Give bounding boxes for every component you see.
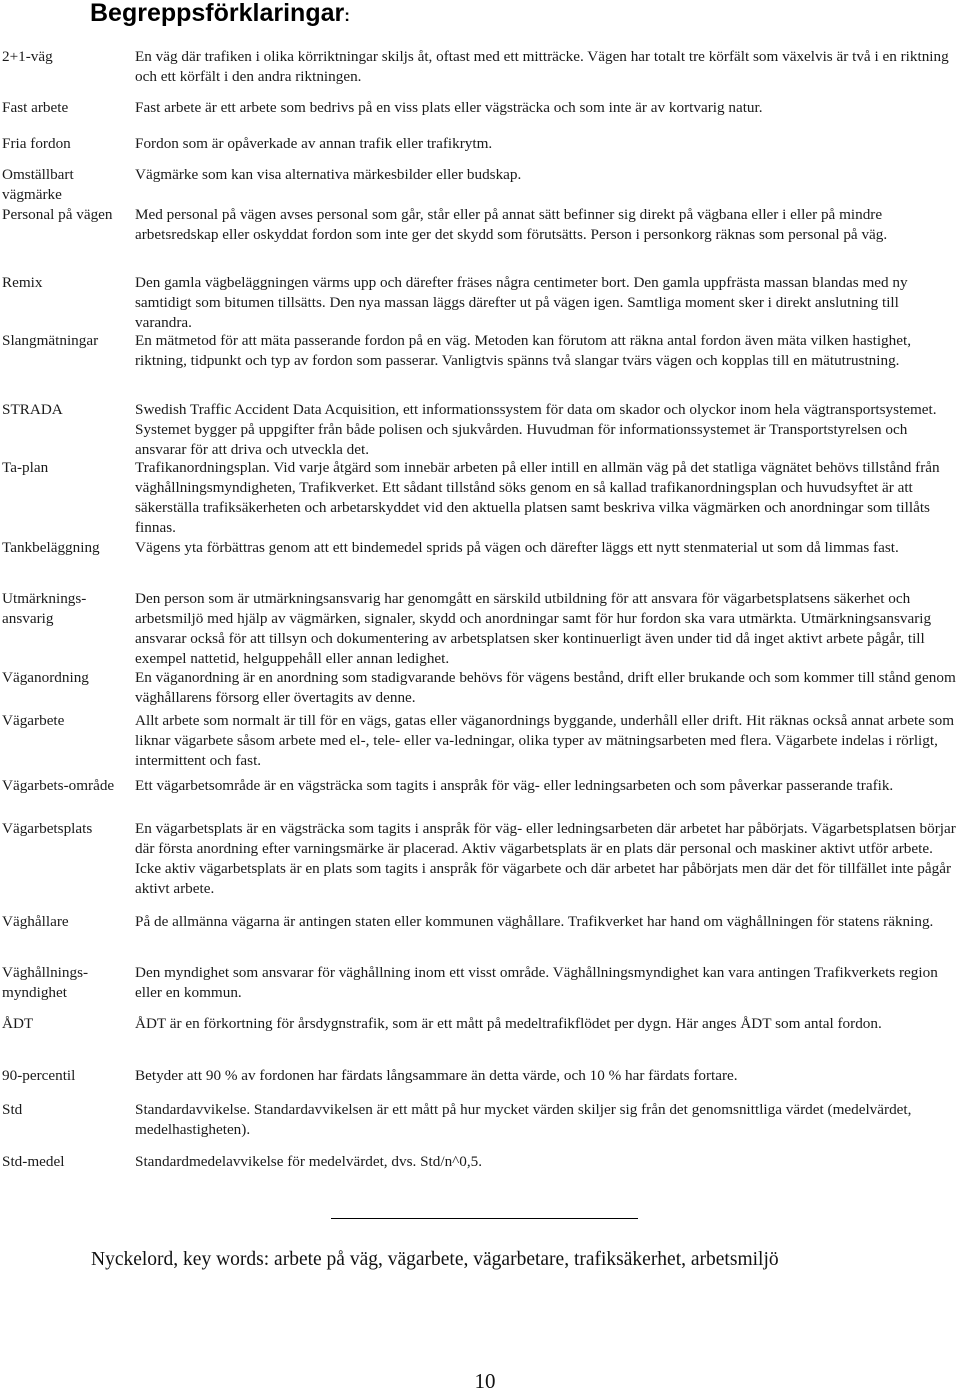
glossary-definition: Med personal på vägen avses personal som går, står eller på annat sätt befinner sig direkt på vägbana eller i eller på mindre arbetsredskap eller oskyddat fordon som inte ger det skydd som förutsätts. Person i personkorg räknas som personal på väg. bbox=[135, 206, 888, 243]
glossary-term: Personal på vägen bbox=[2, 206, 113, 223]
glossary-term: Vägarbets-område bbox=[2, 777, 115, 794]
glossary-term: Utmärknings-ansvarig bbox=[2, 590, 87, 627]
keywords-line: Nyckelord, key words: arbete på väg, vägarbete, vägarbetare, trafiksäkerhet, arbetsmiljö bbox=[91, 1249, 779, 1270]
glossary-term: Väganordning bbox=[2, 669, 89, 686]
glossary-definition: Swedish Traffic Accident Data Acquisition, ett informationssystem för data om skador och olyckor inom hela vägtransportsystemet. Systemet bygger på uppgifter från både polisen och sjukvården. Huvudman för informationssystemet är Transportstyrelsen och ansvarar för att driva och utveckla det. bbox=[135, 401, 937, 458]
glossary-term: 2+1-väg bbox=[2, 48, 53, 65]
glossary-definition: Ett vägarbetsområde är en vägsträcka som tagits i anspråk för väg- eller ledningsarbeten och som påverkar passerande trafik. bbox=[135, 777, 894, 794]
glossary-definition: ÅDT är en förkortning för årsdygnstrafik, som är ett mått på medeltrafikflödet per dygn. Här anges ÅDT som antal fordon. bbox=[135, 1015, 882, 1032]
glossary-term: Vägarbete bbox=[2, 712, 65, 729]
glossary-definition: En väganordning är en anordning som stadigvarande behövs för vägens bestånd, drift eller brukande och som kommer till stånd genom väghållarens försorg eller övertagits av denne. bbox=[135, 669, 956, 706]
glossary-definition: Standardavvikelse. Standardavvikelsen är ett mått på hur mycket värden skiljer sig från det genomsnittliga värdet (medelvärdet, medelhastigheten). bbox=[135, 1101, 912, 1138]
glossary-term: Ta-plan bbox=[2, 459, 49, 476]
glossary-definition: En väg där trafiken i olika körriktningar skiljs åt, oftast med ett mitträcke. Vägen har totalt tre körfält som växelvis är två i en riktning och ett körfält i den andra riktningen. bbox=[135, 48, 949, 85]
glossary-term: Std-medel bbox=[2, 1153, 65, 1170]
glossary-term: Fria fordon bbox=[2, 135, 71, 152]
glossary-term: Tankbeläggning bbox=[2, 539, 100, 556]
glossary-definition: Vägens yta förbättras genom att ett bindemedel sprids på vägen och därefter läggs ett nytt stenmaterial ut som då limmas fast. bbox=[135, 539, 899, 556]
glossary-term: Väghållare bbox=[2, 913, 69, 930]
glossary-term: Vägarbetsplats bbox=[2, 820, 93, 837]
glossary-term: Slangmätningar bbox=[2, 332, 99, 349]
page-title-colon: : bbox=[344, 6, 350, 25]
glossary-definition: Allt arbete som normalt är till för en vägs, gatas eller väganordnings byggande, underhåll eller drift. Hit räknas också annat arbete som liknar vägarbete såsom arbete med el-, tele- eller va-ledningar, olika typer av mätningsarbeten med flera. Vägarbete indelas i rörligt, intermittent och fast. bbox=[135, 712, 955, 769]
glossary-definition: Trafikanordningsplan. Vid varje åtgärd som innebär arbeten på eller intill en allmän väg på det statliga vägnätet behövs tillstånd från väghållningsmyndigheten, Trafikverket. Ett sådant tillstånd söks genom en så kallad trafikanordningsplan och huvudsyftet är att säkerställa trafiksäkerheten och arbetarskyddet vid den aktuella platsen samt beskriva vilka vägmärken och anordningar som tillåts finnas. bbox=[135, 459, 940, 536]
glossary-definition: På de allmänna vägarna är antingen staten eller kommunen väghållare. Trafikverket har hand om väghållningen för statens räkning. bbox=[135, 913, 934, 930]
glossary-definition: Den gamla vägbeläggningen värms upp och därefter fräses några centimeter bort. Den gamla uppfrästa massan blandas med ny samtidigt som bitumen tillsätts. Den nya massan läggs därefter ut på vägen igen. Samtliga moment sker i direkt anslutning till varandra. bbox=[135, 274, 908, 331]
glossary-definition: Betyder att 90 % av fordonen har färdats långsammare än detta värde, och 10 % har färdats fortare. bbox=[135, 1067, 738, 1084]
glossary-term: Väghållnings-myndighet bbox=[2, 964, 89, 1001]
glossary-term: Remix bbox=[2, 274, 43, 291]
glossary-term: Omställbart vägmärke bbox=[2, 166, 74, 203]
glossary-definition: Den person som är utmärkningsansvarig har genomgått en särskild utbildning för att ansvara för vägarbetsplatsens säkerhet och arbetsmiljö med hjälp av vägmärken, signaler, skydd och anordningar samt för hur fordon ska vara utmärkta. Utmärkningsansvarig ansvarar också för att tillsyn och dokumentering av arbetsplatsen sker kontinuerligt även under tid då inget aktivt arbete pågår, till exempel nattetid, helguppehåll eller annan ledighet. bbox=[135, 590, 932, 667]
page-title-text: Begreppsförklaringar bbox=[90, 0, 345, 27]
glossary-definition: Standardmedelavvikelse för medelvärdet, dvs. Std/n^0,5. bbox=[135, 1153, 483, 1170]
glossary-definition: En mätmetod för att mäta passerande fordon på en väg. Metoden kan förutom att räkna antal fordon även mäta vilken hastighet, riktning, tidpunkt och typ av fordon som passerar. Vanligtvis spänns två slangar tvärs vägen och kopplas till en mätutrustning. bbox=[135, 332, 911, 369]
glossary-definition: Vägmärke som kan visa alternativa märkesbilder eller budskap. bbox=[135, 166, 522, 183]
glossary-definition: Den myndighet som ansvarar för väghållning inom ett visst område. Väghållningsmyndighet kan vara antingen Trafikverkets region eller en kommun. bbox=[135, 964, 938, 1001]
glossary-term: 90-percentil bbox=[2, 1067, 76, 1084]
page-title bbox=[90, 0, 350, 31]
page-number: 10 bbox=[474, 1369, 496, 1393]
glossary-term: Std bbox=[2, 1101, 23, 1118]
glossary-definition: Fast arbete är ett arbete som bedrivs på en viss plats eller vägsträcka och som inte är av kortvarig natur. bbox=[135, 99, 763, 116]
glossary-term: STRADA bbox=[2, 401, 63, 418]
glossary-term: Fast arbete bbox=[2, 99, 69, 116]
glossary-term: ÅDT bbox=[2, 1015, 34, 1032]
glossary-definition: Fordon som är opåverkade av annan trafik eller trafikrytm. bbox=[135, 135, 493, 152]
glossary-definition: En vägarbetsplats är en vägsträcka som tagits i anspråk för väg- eller ledningsarbeten där arbetet har påbörjats. Vägarbetsplatsen börjar där första anordning efter varningsmärke är placerad. Aktiv vägarbetsplats är en plats där personal och maskiner aktivt utför arbete. Icke aktiv vägarbetsplats är en plats som tagits i anspråk för vägarbete och där arbetet har påbörjats men där det för tillfället inte pågår aktivt arbete. bbox=[135, 820, 956, 897]
section-divider bbox=[331, 1218, 638, 1219]
